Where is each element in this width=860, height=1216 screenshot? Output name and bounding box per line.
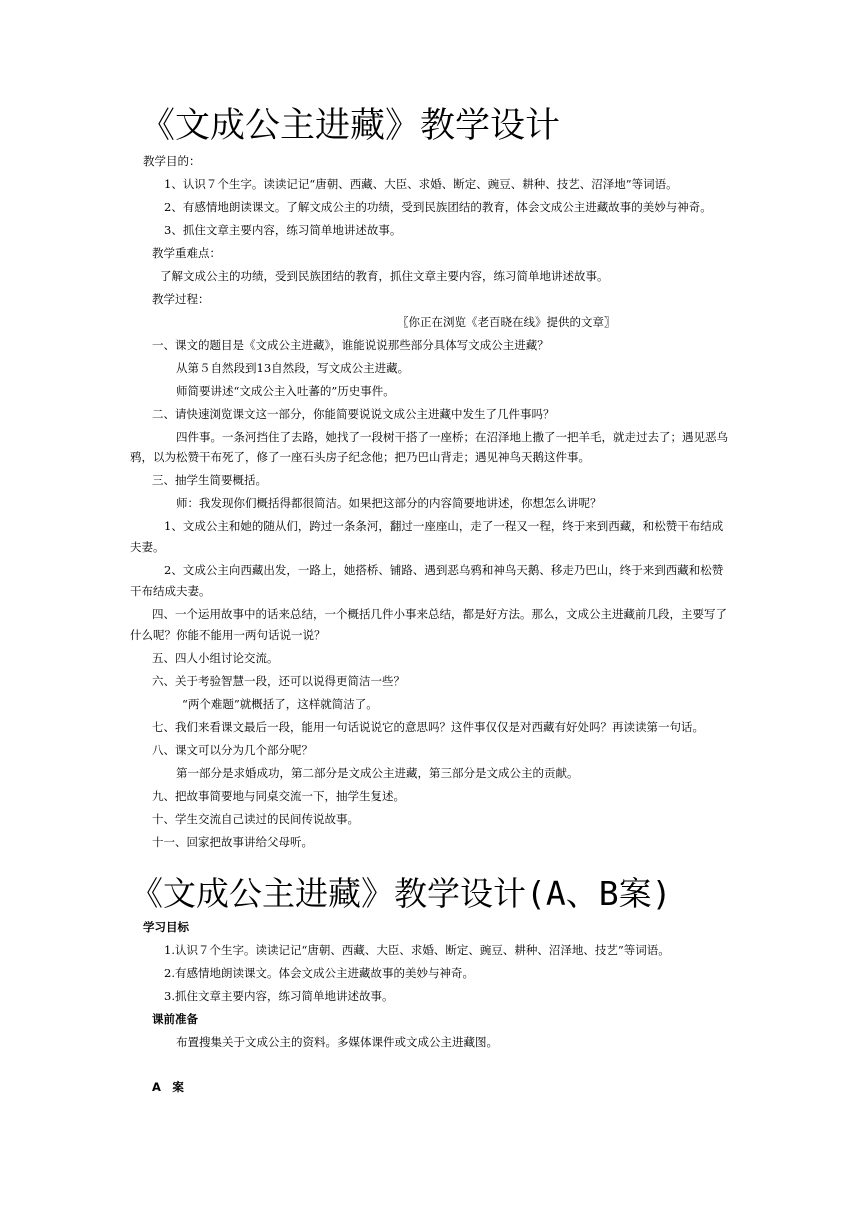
doc1-step: 九、把故事简要地与同桌交流一下，抽学生复述。 — [152, 789, 405, 803]
doc1-goal-1: 1、认识７个生字。读读记记“唐朝、西藏、大臣、求婚、断定、豌豆、耕种、技艺、沼泽地”等词语。 — [164, 177, 678, 191]
doc1-step: 四、一个运用故事中的话来总结，一个概括几件小事来总结，都是好方法。那么，文成公主进藏前几段，主要写了 — [152, 607, 727, 621]
doc1-step: 从第５自然段到13自然段，写文成公主进藏。 — [176, 361, 410, 375]
doc2-goal-2: 2.有感情地朗读课文。体会文成公主进藏故事的美妙与神奇。 — [164, 966, 474, 980]
doc1-process-label: 教学过程： — [152, 292, 210, 306]
doc1-step: 2、文成公主向西藏出发，一路上，她搭桥、铺路、遇到恶乌鸦和神鸟天鹅、移走乃巴山，终于来到西藏和松赞 — [164, 563, 724, 577]
doc1-step: 什么呢？你能不能用一两句话说一说？ — [130, 628, 326, 642]
doc2-goal-label: 学习目标 — [143, 920, 189, 934]
doc1-step: 七、我们来看课文最后一段，能用一句话说说它的意思吗？这件事仅仅是对西藏有好处吗？再读读第一句话。 — [152, 720, 704, 734]
doc2-goal-1: 1.认识７个生字。读读记记“唐朝、西藏、大臣、求婚、断定、豌豆、耕种、沼泽地、技艺”等词语。 — [164, 943, 670, 957]
doc1-step: 四件事。一条河挡住了去路，她找了一段树干搭了一座桥；在沼泽地上撒了一把羊毛，就走过去了；遇见恶乌 — [176, 430, 728, 444]
doc1-step: 1、文成公主和她的随从们，跨过一条条河，翻过一座座山，走了一程又一程，终于来到西藏，和松赞干布结成 — [164, 519, 724, 533]
doc1-source-note: 〖你正在浏览《老百晓在线》提供的文章〗 — [397, 315, 616, 329]
doc1-step: 三、抽学生简要概括。 — [152, 473, 267, 487]
doc2-title: 《文成公主进藏》教学设计(A、B案) — [130, 874, 672, 913]
doc1-step: 二、请快速浏览课文这一部分，你能简要说说文成公主进藏中发生了几件事吗？ — [152, 407, 555, 421]
doc1-goal-label: 教学目的： — [143, 154, 201, 168]
doc1-key-label: 教学重难点： — [152, 246, 221, 260]
doc2-prep-label: 课前准备 — [152, 1012, 198, 1026]
doc1-step: 师：我发现你们概括得都很简洁。如果把这部分的内容简要地讲述，你想怎么讲呢？ — [176, 496, 602, 510]
doc1-step: 鸦，以为松赞干布死了，修了一座石头房子纪念他；把乃巴山背走；遇见神鸟天鹅这件事。 — [130, 450, 590, 464]
doc2-plan-a: A 案 — [152, 1080, 184, 1094]
doc1-step: “两个难题”就概括了，这样就简洁了。 — [182, 697, 378, 711]
doc1-step: 第一部分是求婚成功，第二部分是文成公主进藏，第三部分是文成公主的贡献。 — [176, 766, 579, 780]
doc2-prep-text: 布置搜集关于文成公主的资料。多媒体课件或文成公主进藏图。 — [176, 1035, 498, 1049]
doc1-step: 十一、回家把故事讲给父母听。 — [152, 835, 313, 849]
doc1-goal-3: 3、抓住文章主要内容，练习简单地讲述故事。 — [164, 223, 402, 237]
doc1-title: 《文成公主进藏》教学设计 — [140, 106, 561, 146]
doc1-step: 师简要讲述“文成公主入吐蕃的”历史事件。 — [176, 384, 395, 398]
doc1-key-text: 了解文成公主的功绩，受到民族团结的教育，抓住文章主要内容，练习简单地讲述故事。 — [160, 269, 609, 283]
doc1-step: 干布结成夫妻。 — [130, 584, 211, 598]
doc1-goal-2: 2、有感情地朗读课文。了解文成公主的功绩，受到民族团结的教育，体会文成公主进藏故事的美妙与神奇。 — [164, 200, 712, 214]
doc1-step: 八、课文可以分为几个部分呢？ — [152, 743, 313, 757]
doc1-step: 夫妻。 — [130, 540, 165, 554]
doc1-step: 五、四人小组讨论交流。 — [152, 651, 279, 665]
doc2-goal-3: 3.抓住文章主要内容，练习简单地讲述故事。 — [164, 989, 394, 1003]
doc1-step: 十、学生交流自己读过的民间传说故事。 — [152, 812, 359, 826]
doc1-step: 一、课文的题目是《文成公主进藏》，谁能说说那些部分具体写文成公主进藏？ — [152, 338, 549, 352]
doc1-step: 六、关于考验智慧一段，还可以说得更简洁一些？ — [152, 674, 405, 688]
